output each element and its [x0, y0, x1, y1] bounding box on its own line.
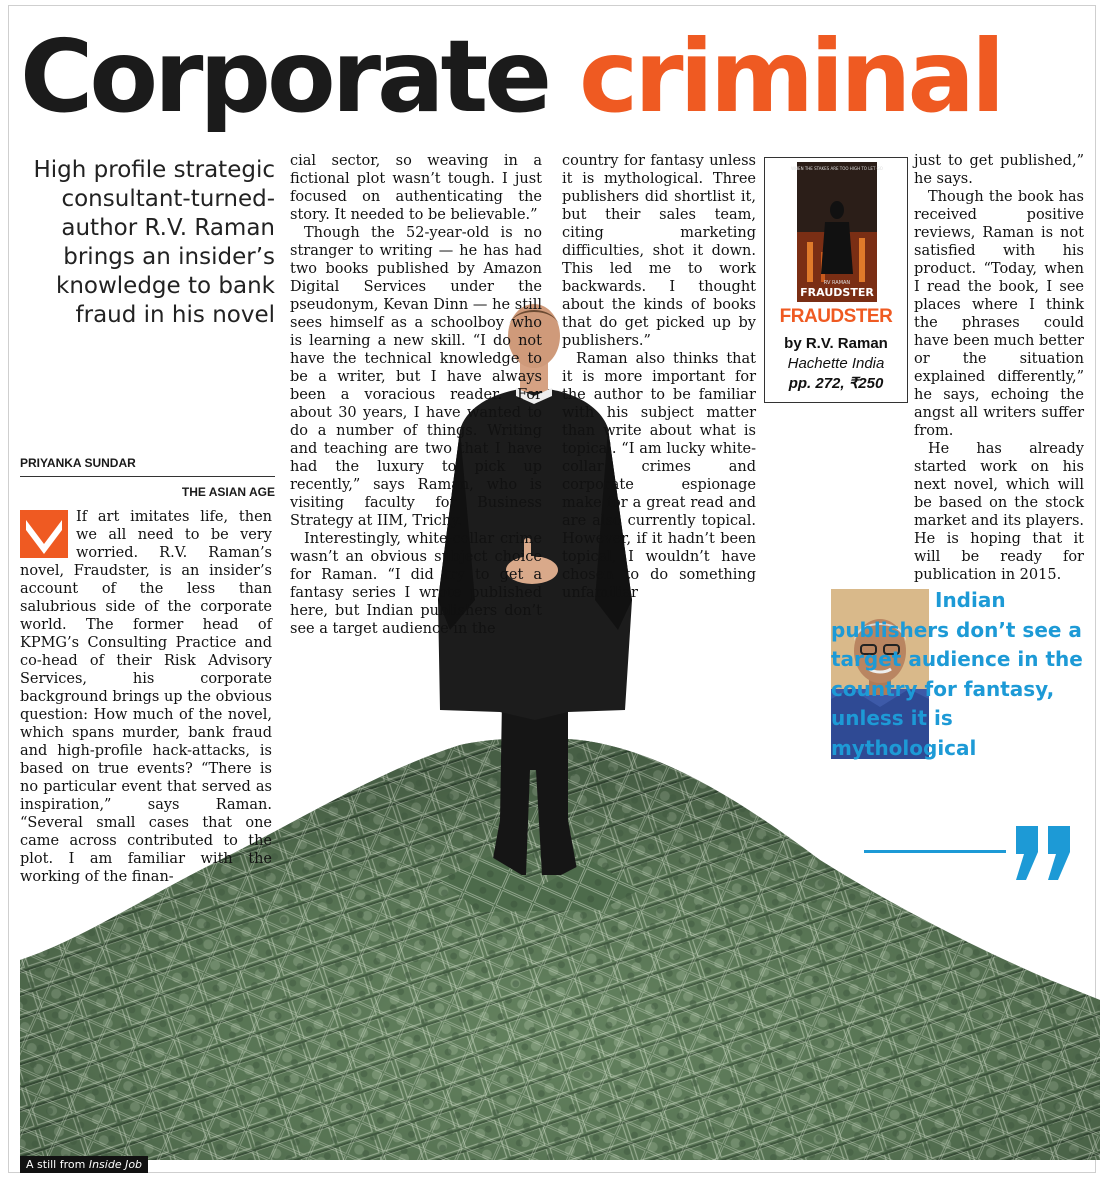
- article-paragraph: Raman also thinks that it is more important for the author to be familiar with his subject matter than write about what is topical. “I am lucky white-collar crimes and corporate espionage make for a great read and are also currently topical. However, if it hadn’t been topical, I wouldn’t have chosen to do something unfamiliar: [562, 351, 756, 601]
- article-paragraph: If art imitates life, then we all need to be very worried. R.V. Raman’s novel, Fraudster, is an insider’s account of the less than salubrious side of the corporate world. The former head of KPMG’s Consulting Practice and co-head of their Risk Advisory Services, his corporate background brings up the obvious question: How much of the novel, which spans murder, bank fraud and high-profile hack-attacks, is based on true events? “There is no particular event that served as inspiration,” says Raman. “Several small cases that one came across contributed to the plot. I am familiar with the working of the finan-: [20, 509, 272, 885]
- book-price: pp. 272, ₹250: [788, 375, 884, 392]
- pull-quote-text: Indian publishers don’t see a target audience in the country for fantasy, unless it is mythological: [831, 588, 1083, 760]
- book-cover-image: [791, 162, 883, 302]
- article-column-4: [914, 152, 1084, 584]
- book-info-box: [764, 157, 908, 403]
- headline-word-1: Corporate: [20, 18, 549, 135]
- pull-quote: [831, 586, 1091, 763]
- article-paragraph: Though the 52-year-old is no stranger to writing — he has had two books published by Amazon Digital Services under the pseudonym, Kevan Dinn — he still sees himself as a schoolboy who is learning a new skill. “I do not have the technical knowledge to be a writer, but I have always been a voracious reader. For about 30 years, I have wanted to do a number of things. Writing and teaching are two that I have had the luxury to pick up recently,” says Raman, who is visiting faculty for Business Strategy at IIM, Trichy.: [290, 225, 542, 529]
- article-paragraph: Interestingly, white-collar crime wasn’t an obvious subject choice for Raman. “I did try to get a fantasy series I wrote published here, but Indian publishers don’t see a target audience in the: [290, 531, 542, 637]
- byline-author: PRIYANKA SUNDAR: [20, 456, 275, 477]
- book-author: by R.V. Raman: [784, 335, 888, 352]
- byline-publication: THE ASIAN AGE: [181, 485, 275, 499]
- article-column-1: [20, 508, 272, 886]
- article-paragraph: country for fantasy unless it is mythological. Three publishers did shortlist it, but their sales team, citing marketing difficulties, shot it down. This led me to work backwards. I thought about the kinds of books that do get picked up by publishers.”: [562, 153, 756, 349]
- article-deck: High profile strategic consultant-turned-author R.V. Raman brings an insider’s knowledge to bank fraud in his novel: [33, 157, 275, 328]
- headline-word-2: criminal: [578, 18, 1002, 135]
- caption-film: Inside Job: [88, 1158, 143, 1171]
- book-publisher: Hachette India: [787, 355, 885, 372]
- article-paragraph: just to get published,” he says.: [914, 153, 1084, 187]
- article-column-3: [562, 152, 756, 602]
- article-paragraph: cial sector, so weaving in a fictional plot wasn’t tough. I just focused on authenticating the story. It needed to be believable.”: [290, 153, 542, 223]
- book-cover-title: FRAUDSTER: [800, 286, 874, 299]
- article-column-2: [290, 152, 542, 638]
- book-title: FRAUDSTER: [779, 306, 893, 327]
- article-paragraph: Though the book has received positive reviews, Raman is not satisfied with his product. “Today, when I read the book, I see places where I think the phrases could have been much better or the situation explained differently,” he says, echoing the angst all writers suffer from.: [914, 189, 1084, 439]
- dropcap-chevron-icon: [20, 510, 68, 558]
- caption-prefix: A still from: [26, 1158, 89, 1171]
- article-paragraph: He has already started work on his next novel, which will be based on the stock market and its players. He is hoping that it will be ready for publication in 2015.: [914, 441, 1084, 583]
- photo-caption: [20, 1156, 148, 1173]
- book-meta: [765, 334, 907, 394]
- pull-quote-rule: [864, 850, 1006, 853]
- byline: [20, 456, 275, 499]
- book-cover-tagline: WHEN THE STAKES ARE TOO HIGH TO LET GO: [791, 166, 883, 171]
- headline: [20, 18, 1100, 135]
- close-quote-icon: [1012, 826, 1076, 882]
- book-cover-author: RV RAMAN: [823, 280, 851, 286]
